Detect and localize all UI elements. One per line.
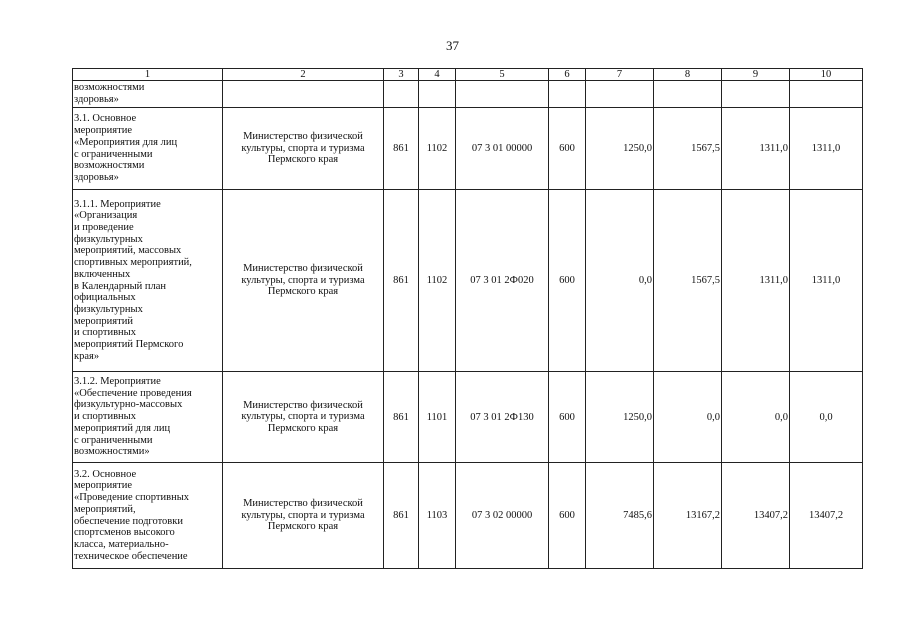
activity-name-line: мероприятий xyxy=(74,315,133,327)
executor-line: культуры, спорта и туризма xyxy=(241,509,365,521)
activity-name-cell xyxy=(73,190,223,372)
activity-name-cell xyxy=(73,108,223,190)
expense-type-cell: 600 xyxy=(549,372,586,463)
executor-cell xyxy=(223,81,384,108)
col-header-10: 10 xyxy=(790,69,863,81)
activity-name-line: мероприятий Пермского xyxy=(74,339,184,351)
amount-col7-cell: 1250,0 xyxy=(586,372,654,463)
activity-name-line: физкультурных xyxy=(74,303,143,315)
activity-name-line: и проведение xyxy=(74,221,134,233)
executor-line: Пермского края xyxy=(267,422,339,434)
activity-name-line: здоровья» xyxy=(74,94,119,105)
activity-name-cell xyxy=(73,372,223,463)
amount-col8-cell: 1567,5 xyxy=(654,190,722,372)
col-header-9: 9 xyxy=(722,69,790,81)
grbs-code-cell: 861 xyxy=(384,372,419,463)
amount-col9-cell: 0,0 xyxy=(722,372,790,463)
amount-col10-cell: 1311,0 xyxy=(790,190,863,372)
activity-name-line: физкультурных xyxy=(74,233,143,245)
target-article-cell: 07 3 01 00000 xyxy=(456,108,549,190)
col-header-7: 7 xyxy=(586,69,654,81)
table-row xyxy=(73,372,863,463)
activity-name-line: возможностями xyxy=(74,160,145,172)
executor-line: культуры, спорта и туризма xyxy=(241,142,365,154)
activity-name-line: мероприятие xyxy=(74,125,132,137)
page-number: 37 xyxy=(446,38,459,53)
amount-col10-cell: 0,0 xyxy=(790,372,863,463)
amount-col7-cell xyxy=(586,81,654,108)
amount-col7-cell: 1250,0 xyxy=(586,108,654,190)
col-header-6: 6 xyxy=(549,69,586,81)
activity-name-line: спортивных мероприятий, xyxy=(74,257,192,269)
executor-cell xyxy=(223,190,384,372)
amount-col8-cell: 1567,5 xyxy=(654,108,722,190)
amount-col9-cell: 13407,2 xyxy=(722,463,790,569)
executor-cell xyxy=(223,108,384,190)
activity-name-line: техническое обеспечение xyxy=(74,550,188,562)
col-header-2: 2 xyxy=(223,69,384,81)
budget-table xyxy=(72,68,863,569)
grbs-code-cell: 861 xyxy=(384,190,419,372)
amount-col7-cell: 7485,6 xyxy=(586,463,654,569)
amount-col8-cell: 13167,2 xyxy=(654,463,722,569)
activity-name-line: 3.1.2. Мероприятие xyxy=(74,376,161,388)
amount-col8-cell: 0,0 xyxy=(654,372,722,463)
executor-line: Пермского края xyxy=(267,521,339,533)
target-article-cell: 07 3 01 2Ф020 xyxy=(456,190,549,372)
grbs-code-cell xyxy=(384,81,419,108)
activity-name-line: в Календарный план xyxy=(74,280,167,292)
executor-line: Министерство физической xyxy=(243,263,363,275)
amount-col10-cell: 1311,0 xyxy=(790,108,863,190)
executor-cell xyxy=(223,463,384,569)
activity-name-line: с ограниченными xyxy=(74,148,153,160)
executor-line: Пермского края xyxy=(267,286,339,298)
col-header-5: 5 xyxy=(456,69,549,81)
col-header-3: 3 xyxy=(384,69,419,81)
amount-col8-cell xyxy=(654,81,722,108)
activity-name-cell xyxy=(73,463,223,569)
section-code-cell xyxy=(419,81,456,108)
target-article-cell xyxy=(456,81,549,108)
expense-type-cell xyxy=(549,81,586,108)
section-code-cell: 1102 xyxy=(419,190,456,372)
table-row xyxy=(73,81,863,108)
executor-line: Министерство физической xyxy=(243,399,363,411)
activity-name-line: и спортивных xyxy=(74,327,136,339)
section-code-cell: 1102 xyxy=(419,108,456,190)
executor-line: Пермского края xyxy=(267,154,339,166)
activity-name-line: мероприятие xyxy=(74,480,132,492)
amount-col9-cell: 1311,0 xyxy=(722,108,790,190)
activity-name-line: возможностями xyxy=(74,82,145,94)
table-row xyxy=(73,108,863,190)
executor-line: культуры, спорта и туризма xyxy=(241,411,365,423)
activity-name-line: с ограниченными xyxy=(74,434,153,446)
activity-name-line: мероприятий, массовых xyxy=(74,245,182,257)
activity-name-line: «Мероприятия для лиц xyxy=(74,136,178,148)
activity-name-line: мероприятий для лиц xyxy=(74,422,171,434)
grbs-code-cell: 861 xyxy=(384,463,419,569)
col-header-4: 4 xyxy=(419,69,456,81)
section-code-cell: 1101 xyxy=(419,372,456,463)
section-code-cell: 1103 xyxy=(419,463,456,569)
amount-col9-cell: 1311,0 xyxy=(722,190,790,372)
amount-col9-cell xyxy=(722,81,790,108)
activity-name-line: класса, материально- xyxy=(74,538,169,550)
expense-type-cell: 600 xyxy=(549,108,586,190)
activity-name-line: включенных xyxy=(74,268,131,280)
activity-name-line: физкультурно-массовых xyxy=(74,399,183,411)
activity-name-line: обеспечение подготовки xyxy=(74,515,183,527)
activity-name-line: края» xyxy=(74,350,100,362)
activity-name-line: здоровья» xyxy=(74,171,119,183)
activity-name-line: «Проведение спортивных xyxy=(74,492,190,504)
amount-col10-cell: 13407,2 xyxy=(790,463,863,569)
activity-name-line: официальных xyxy=(74,292,136,304)
target-article-cell: 07 3 01 2Ф130 xyxy=(456,372,549,463)
col-header-1: 1 xyxy=(73,69,223,81)
activity-name-line: 3.2. Основное xyxy=(74,468,137,480)
amount-col10-cell xyxy=(790,81,863,108)
executor-line: Министерство физической xyxy=(243,498,363,510)
activity-name-cell xyxy=(73,81,223,108)
activity-name-line: «Организация xyxy=(74,210,138,222)
activity-name-line: 3.1. Основное xyxy=(74,113,137,125)
executor-cell xyxy=(223,372,384,463)
activity-name-line: спортсменов высокого xyxy=(74,527,175,539)
activity-name-line: мероприятий, xyxy=(74,503,136,515)
executor-line: культуры, спорта и туризма xyxy=(241,274,365,286)
expense-type-cell: 600 xyxy=(549,190,586,372)
col-header-8: 8 xyxy=(654,69,722,81)
table-row xyxy=(73,190,863,372)
header-row xyxy=(73,69,863,81)
target-article-cell: 07 3 02 00000 xyxy=(456,463,549,569)
activity-name-line: возможностями» xyxy=(74,446,150,458)
activity-name-line: и спортивных xyxy=(74,411,136,423)
expense-type-cell: 600 xyxy=(549,463,586,569)
grbs-code-cell: 861 xyxy=(384,108,419,190)
table-row xyxy=(73,463,863,569)
amount-col7-cell: 0,0 xyxy=(586,190,654,372)
executor-line: Министерство физической xyxy=(243,131,363,143)
activity-name-line: «Обеспечение проведения xyxy=(74,387,192,399)
activity-name-line: 3.1.1. Мероприятие xyxy=(74,198,161,210)
